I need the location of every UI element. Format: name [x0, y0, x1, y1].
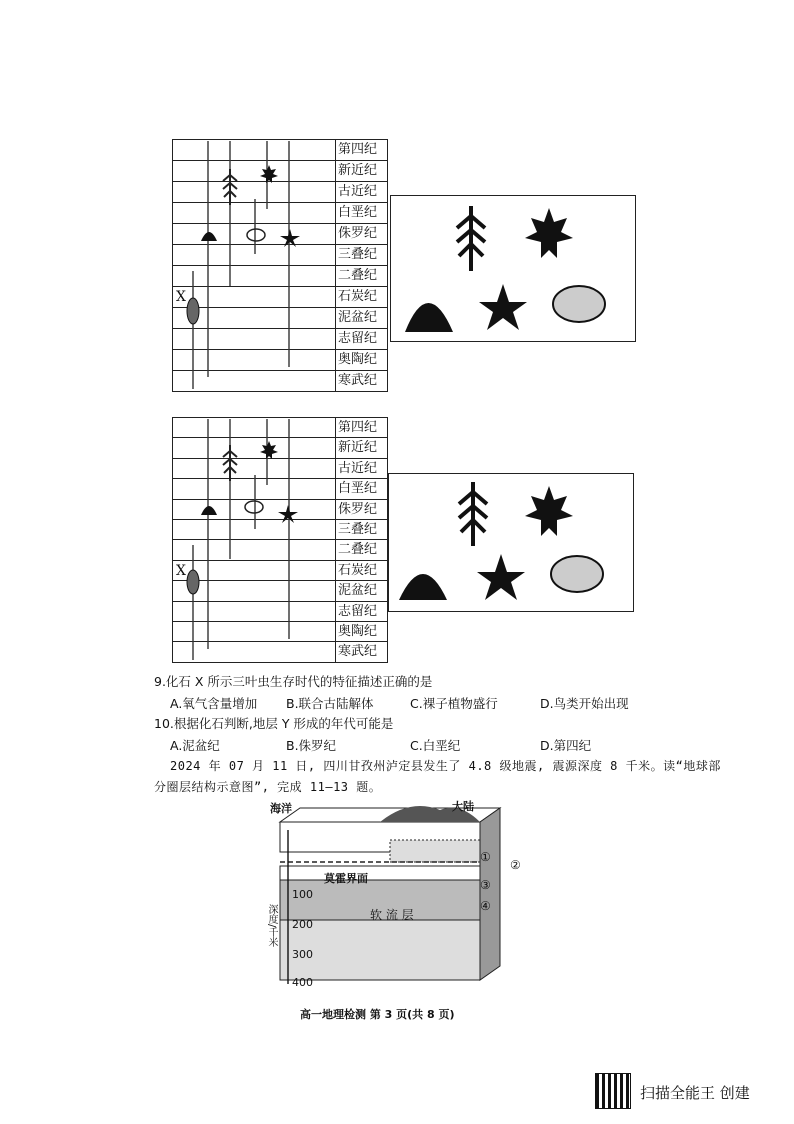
era-label: 泥盆纪 — [335, 308, 387, 328]
era-label: 古近纪 — [335, 459, 387, 478]
marker-3: ③ — [480, 878, 491, 892]
marker-2: ② — [510, 858, 521, 872]
qr-code-icon — [596, 1074, 630, 1108]
era-label: 志留纪 — [335, 602, 387, 621]
question-10-stem: 10.根据化石判断,地层 Y 形成的年代可能是 — [154, 716, 394, 731]
q10-option-d: D.第四纪 — [540, 738, 592, 753]
starfish-icon — [280, 229, 300, 247]
ocean-label: 海洋 — [270, 802, 292, 815]
era-label: 第四纪 — [335, 140, 387, 160]
q10-option-b: B.侏罗纪 — [286, 738, 337, 753]
page-footer: 高一地理检测 第 3 页(共 8 页) — [300, 1008, 455, 1021]
moho-label: 莫霍界面 — [324, 872, 368, 885]
era-label: 白垩纪 — [335, 479, 387, 498]
q10-option-c: C.白垩纪 — [410, 738, 461, 753]
q9-option-a: A.氧气含量增加 — [170, 696, 258, 711]
era-label: 新近纪 — [335, 161, 387, 181]
era-label: 第四纪 — [335, 418, 387, 437]
fossil-legend-bottom — [388, 473, 634, 612]
fern-icon — [220, 167, 240, 207]
era-label: 新近纪 — [335, 438, 387, 457]
tick-300: 300 — [292, 948, 313, 961]
era-label: 寒武纪 — [335, 371, 387, 391]
fossil-x-label: X — [176, 563, 186, 579]
q10-option-a: A.泥盆纪 — [170, 738, 220, 753]
marker-4: ④ — [480, 899, 491, 913]
legend-icons-top — [391, 196, 635, 341]
legend-icons-bottom — [389, 474, 633, 611]
era-label: 三叠纪 — [335, 245, 387, 265]
intro-line-2: 分圈层结构示意图”, 完成 11—13 题。 — [154, 780, 382, 794]
tick-400: 400 — [292, 976, 313, 989]
intro-line-1: 2024 年 07 月 11 日, 四川甘孜州泸定县发生了 4.8 级地震, 震源深度 8 千米。读“地球部 — [170, 759, 721, 773]
fern-icon — [220, 443, 240, 483]
era-label: 奥陶纪 — [335, 350, 387, 370]
trilobite-icon — [186, 569, 200, 595]
asthenosphere-label: 软 流 层 — [370, 908, 414, 922]
depth-axis-label: 深度/千米 — [266, 904, 277, 948]
earth-layers-diagram — [266, 800, 530, 995]
q9-option-b: B.联合古陆解体 — [286, 696, 374, 711]
era-label: 石炭纪 — [335, 287, 387, 307]
era-label: 奥陶纪 — [335, 622, 387, 641]
fossil-legend-top — [390, 195, 636, 342]
era-label: 三叠纪 — [335, 520, 387, 539]
dinosaur-skull-icon — [244, 499, 264, 515]
starfish-icon — [278, 505, 298, 523]
q9-option-c: C.裸子植物盛行 — [410, 696, 498, 711]
trilobite-icon — [186, 297, 200, 325]
range-lines-bottom — [172, 417, 337, 662]
q9-option-d: D.鸟类开始出现 — [540, 696, 629, 711]
dinosaur-skull-icon — [246, 227, 266, 243]
era-label: 石炭纪 — [335, 561, 387, 580]
fossil-chart-bottom — [172, 417, 388, 662]
era-label: 二叠纪 — [335, 540, 387, 559]
maple-leaf-icon — [260, 441, 278, 461]
era-label: 志留纪 — [335, 329, 387, 349]
question-9-stem: 9.化石 X 所示三叶虫生存时代的特征描述正确的是 — [154, 674, 433, 689]
range-lines-top — [172, 139, 337, 391]
tick-200: 200 — [292, 918, 313, 931]
era-label: 白垩纪 — [335, 203, 387, 223]
shell-icon — [200, 501, 218, 517]
maple-leaf-icon — [260, 165, 278, 185]
fossil-chart-top — [172, 139, 388, 391]
era-label: 泥盆纪 — [335, 581, 387, 600]
era-label: 二叠纪 — [335, 266, 387, 286]
tick-100: 100 — [292, 888, 313, 901]
shell-icon — [200, 227, 218, 243]
scanner-watermark: 扫描全能王 创建 — [640, 1084, 750, 1102]
era-label: 古近纪 — [335, 182, 387, 202]
era-label: 寒武纪 — [335, 642, 387, 661]
land-label: 大陆 — [452, 800, 474, 813]
era-label: 侏罗纪 — [335, 224, 387, 244]
fossil-x-label: X — [176, 289, 186, 305]
marker-1: ① — [480, 850, 491, 864]
era-label: 侏罗纪 — [335, 500, 387, 519]
